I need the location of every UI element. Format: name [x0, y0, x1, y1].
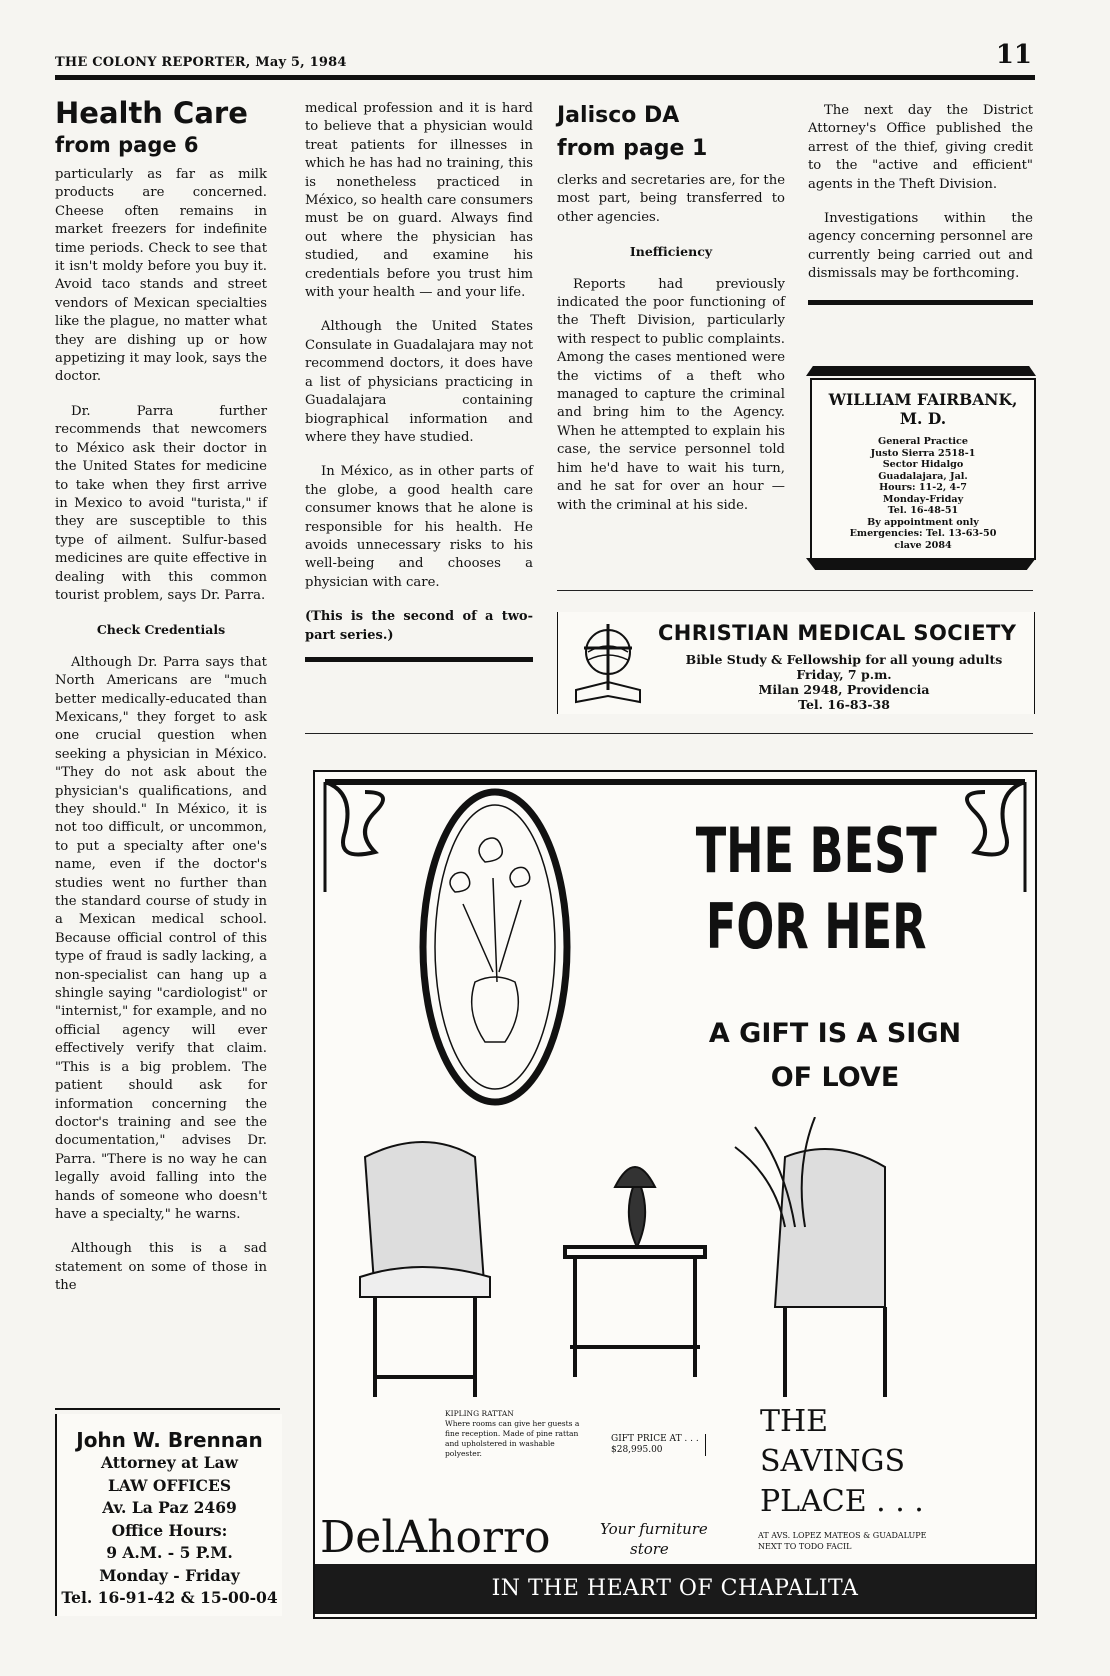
- brennan-ad: [55, 1414, 282, 1616]
- brennan-name: John W. Brennan: [76, 1428, 263, 1452]
- cms-line: Friday, 7 p.m.: [796, 667, 892, 682]
- brennan-line: Av. La Paz 2469: [102, 1498, 237, 1517]
- cms-line: Bible Study & Fellowship for all young adults: [685, 652, 1003, 667]
- health-care-continued: from page 6: [55, 133, 199, 157]
- brennan-line: Monday - Friday: [99, 1565, 240, 1585]
- cms-emblem-icon: [568, 620, 648, 708]
- fairbank-line: Justo Sierra 2518-1: [870, 447, 976, 459]
- jalisco-paragraph: The next day the District Attorney's Office published the arrest of the thief, giving credit to the "active and efficient" agents in the Theft Division.: [808, 103, 1033, 192]
- series-note: (This is the second of a two-part series.): [305, 609, 533, 643]
- jalisco-column: [557, 100, 785, 531]
- cms-line: Milan 2948, Providencia: [758, 682, 930, 697]
- del-ahorro-ad: [313, 770, 1037, 1619]
- fairbank-degree: M. D.: [899, 409, 947, 428]
- ad-address: NEXT TO TODO FACIL: [758, 1542, 852, 1551]
- check-credentials-subhead: Check Credentials: [96, 622, 226, 638]
- ad-gift-line: A GIFT IS A SIGN: [708, 1018, 962, 1049]
- ad-savings-line: PLACE . . .: [760, 1484, 924, 1519]
- fairbank-ad: [810, 378, 1036, 560]
- health-care-paragraph: Although the United States Consulate in Guadalajara may not recommend doctors, it does have a list of physicians practicing in Guadalajara containing biographical information and where they have studied.: [305, 319, 533, 445]
- ad-banner: IN THE HEART OF CHAPALITA: [315, 1564, 1035, 1614]
- jalisco-paragraph: Reports had previously indicated the poor functioning of the Theft Division, particularly with respect to public complaints. Among the cases mentioned were the victims of a theft who managed to capture the criminal and bring him to the Agency. When he attempted to explain his case, the service personnel told him he'd have to wait his turn, and he sat for over an hour — with the criminal at his side.: [557, 276, 785, 513]
- ad-savings-line: SAVINGS: [760, 1444, 906, 1479]
- ad-fine-body: Where rooms can give her guests a fine reception. Made of pine rattan and upholstered in washable polyester.: [445, 1419, 580, 1458]
- brennan-line: 9 A.M. - 5 P.M.: [106, 1543, 233, 1562]
- ad-brand-logo: DelAhorro: [320, 1512, 551, 1563]
- brennan-line: Office Hours:: [111, 1520, 228, 1540]
- header-rule: [55, 75, 1035, 80]
- jalisco-title: Jalisco DA: [557, 103, 680, 128]
- cms-line: Tel. 16-83-38: [798, 697, 890, 712]
- brennan-phone: Tel. 16-91-42 & 15-00-04: [61, 1588, 278, 1607]
- christian-medical-society-ad: [557, 612, 1035, 714]
- health-care-paragraph: medical profession and it is hard to believe that a physician would treat patients for illnesses in which he has had no training, this is nonetheless practiced in México, so health care consumers must be on guard. Always find out where the physician has studied, and examine his credentials before you trust him with your health — and your life.: [305, 101, 533, 301]
- ad-tagline: store: [630, 1540, 669, 1558]
- ad-price: $28,995.00: [611, 1445, 663, 1455]
- fairbank-bottom-bar: [806, 558, 1036, 570]
- section-rule: [305, 733, 1033, 734]
- fairbank-line: Hours: 11-2, 4-7: [879, 482, 967, 493]
- fairbank-line: By appointment only: [867, 516, 979, 528]
- column-end-rule: [808, 300, 1033, 305]
- fairbank-line: Guadalajara, Jal.: [878, 470, 968, 482]
- health-care-paragraph: Dr. Parra further recommends that newcomers to México ask their doctor in the United States for medicine to take when they first arrive in Mexico to avoid "turista," if they are susceptible to this type of ailment. Sulfur-based medicines are quite effective in dealing with this common tourist problem, says Dr. Parra.: [55, 403, 267, 603]
- ad-tagline: Your furniture: [600, 1520, 708, 1538]
- health-care-title: Health Care: [55, 96, 248, 130]
- brennan-line: Attorney at Law: [101, 1453, 238, 1472]
- health-care-paragraph: In México, as in other parts of the globe, a good health care consumer knows that he alone is responsible for his health. He avoids unnecessary risks to his well-being and chooses a physician with care.: [305, 464, 533, 590]
- page-number: 11: [995, 40, 1032, 70]
- ad-savings-line: THE: [760, 1404, 829, 1439]
- oval-rose-frame-icon: [415, 782, 575, 1112]
- health-care-column-1: [55, 96, 267, 1312]
- health-care-paragraph: Although this is a sad statement on some of those in the: [55, 1241, 267, 1294]
- column-end-rule: [305, 657, 533, 662]
- section-rule: [557, 590, 1033, 591]
- fairbank-line: General Practice: [878, 436, 968, 447]
- cms-title: CHRISTIAN MEDICAL SOCIETY: [658, 621, 1017, 645]
- jalisco-paragraph: Investigations within the agency concerning personnel are currently being carried out and dismissals may be forthcoming.: [808, 211, 1033, 282]
- fairbank-name: WILLIAM FAIRBANK,: [828, 390, 1018, 409]
- ad-gift-line: OF LOVE: [770, 1062, 900, 1093]
- ad-headline-line: FOR HER: [705, 890, 927, 963]
- jalisco-column-2: [808, 102, 1033, 305]
- ad-fine-title: KIPLING RATTAN: [445, 1409, 514, 1418]
- fairbank-line: Monday-Friday: [882, 493, 964, 505]
- running-head: THE COLONY REPORTER, May 5, 1984: [55, 55, 347, 70]
- health-care-paragraph: Although Dr. Parra says that North Americans are "much better medically-educated than Mexicans," they forget to ask one crucial question when seeking a physician in México. "They do not ask about the physician's qualifications, and they should." In México, it is not too difficult, or uncommon, to put a specialty after one's name, even if the doctor's studies went no further than the standard course of study in a Mexican medical school. Because official control of this type of fraud is sadly lacking, a non-specialist can hang up a shingle saying "cardiologist" or "internist," for example, and no official agency will ever effectively verify that claim. "This is a big problem. The patient should ask for information concerning the doctor's training and see the documentation," advises Dr. Parra. "There is no way he can legally avoid falling into the hands of someone who doesn't have a specialty," he warns.: [55, 654, 267, 1222]
- jalisco-continued: from page 1: [557, 136, 708, 161]
- brennan-line: LAW OFFICES: [107, 1475, 232, 1495]
- fairbank-line: Emergencies: Tel. 13-63-50: [849, 528, 997, 539]
- health-care-paragraph: particularly as far as milk products are concerned. Cheese often remains in market freezers for indefinite time periods. Check to see that it isn't moldy before you buy it. Avoid taco stands and street vendors of Mexican specialties like the plague, no matter what they are dishing up or how appetizing it may look, says the doctor.: [55, 167, 267, 385]
- inefficiency-subhead: Inefficiency: [629, 244, 713, 260]
- ad-headline-line: THE BEST: [695, 814, 937, 887]
- rattan-furniture-illustration: [355, 1117, 975, 1407]
- fairbank-line: Sector Hidalgo: [882, 459, 964, 470]
- fairbank-line: Tel. 16-48-51: [887, 505, 959, 516]
- ad-price-label: GIFT PRICE AT . . .: [611, 1434, 699, 1444]
- health-care-column-2: [305, 100, 533, 662]
- brennan-top-rule: [55, 1408, 280, 1410]
- ad-address: AT AVS. LOPEZ MATEOS & GUADALUPE: [758, 1531, 927, 1540]
- jalisco-paragraph: clerks and secretaries are, for the most part, being transferred to other agencies.: [557, 173, 785, 225]
- fairbank-top-bar: [806, 366, 1036, 376]
- fairbank-line: clave 2084: [894, 539, 952, 551]
